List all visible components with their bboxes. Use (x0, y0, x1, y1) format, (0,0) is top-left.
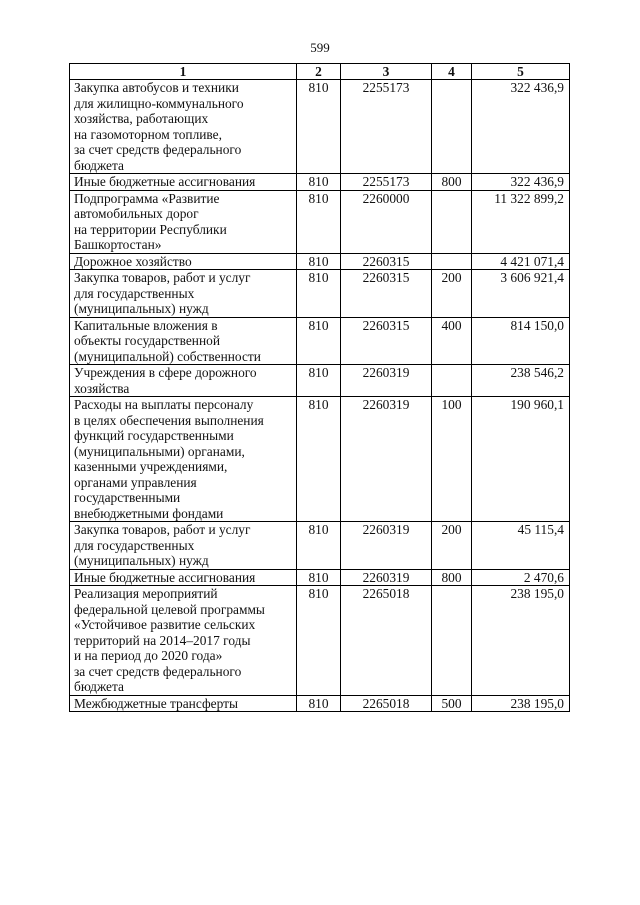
target-article-cell: 2265018 (341, 695, 432, 712)
department-code-cell: 810 (297, 695, 341, 712)
target-article-cell: 2260319 (341, 522, 432, 570)
target-article-cell: 2260319 (341, 397, 432, 522)
amount-cell: 45 115,4 (472, 522, 570, 570)
column-header-3: 3 (341, 64, 432, 80)
table-row (70, 365, 570, 397)
department-code-cell: 810 (297, 253, 341, 270)
target-article-cell: 2260315 (341, 317, 432, 365)
amount-cell: 322 436,9 (472, 80, 570, 174)
expense-name-cell: Учреждения в сфере дорожного хозяйства (70, 365, 297, 397)
expense-name-cell: Расходы на выплаты персоналу в целях обеспечения выполнения функций государственными (муниципальными) органами, казенными учреждениями, органами управления государственными внебюджетными фондами (70, 397, 297, 522)
expense-name-cell: Закупка товаров, работ и услуг для государственных (муниципальных) нужд (70, 270, 297, 318)
department-code-cell: 810 (297, 80, 341, 174)
amount-cell: 190 960,1 (472, 397, 570, 522)
expense-name-cell: Реализация мероприятий федеральной целевой программы «Устойчивое развитие сельских территорий на 2014–2017 годы и на период до 2020 года» за счет средств федерального бюджета (70, 586, 297, 696)
expense-type-cell: 800 (432, 569, 472, 586)
expense-type-cell: 200 (432, 270, 472, 318)
table-row (70, 317, 570, 365)
expense-name-cell: Межбюджетные трансферты (70, 695, 297, 712)
expense-name-cell: Иные бюджетные ассигнования (70, 569, 297, 586)
table-row (70, 569, 570, 586)
amount-cell: 11 322 899,2 (472, 190, 570, 253)
expense-type-cell (432, 253, 472, 270)
column-header-2: 2 (297, 64, 341, 80)
amount-cell: 238 195,0 (472, 586, 570, 696)
table-row (70, 397, 570, 522)
expense-type-cell: 200 (432, 522, 472, 570)
expense-name-cell: Иные бюджетные ассигнования (70, 174, 297, 191)
department-code-cell: 810 (297, 397, 341, 522)
department-code-cell: 810 (297, 317, 341, 365)
expense-name-cell: Закупка автобусов и техники для жилищно-коммунального хозяйства, работающих на газомоторном топливе, за счет средств федерального бюджета (70, 80, 297, 174)
amount-cell: 814 150,0 (472, 317, 570, 365)
target-article-cell: 2265018 (341, 586, 432, 696)
amount-cell: 2 470,6 (472, 569, 570, 586)
target-article-cell: 2260315 (341, 253, 432, 270)
table-body (70, 80, 570, 712)
department-code-cell: 810 (297, 569, 341, 586)
department-code-cell: 810 (297, 270, 341, 318)
expense-type-cell: 800 (432, 174, 472, 191)
expense-name-cell: Закупка товаров, работ и услуг для государственных (муниципальных) нужд (70, 522, 297, 570)
amount-cell: 238 195,0 (472, 695, 570, 712)
amount-cell: 3 606 921,4 (472, 270, 570, 318)
amount-cell: 238 546,2 (472, 365, 570, 397)
department-code-cell: 810 (297, 522, 341, 570)
table-header-row (70, 64, 570, 80)
column-header-4: 4 (432, 64, 472, 80)
expense-name-cell: Дорожное хозяйство (70, 253, 297, 270)
expense-type-cell (432, 190, 472, 253)
table-row (70, 586, 570, 696)
expense-type-cell (432, 365, 472, 397)
department-code-cell: 810 (297, 586, 341, 696)
department-code-cell: 810 (297, 365, 341, 397)
target-article-cell: 2255173 (341, 80, 432, 174)
table-row (70, 80, 570, 174)
department-code-cell: 810 (297, 190, 341, 253)
expense-type-cell (432, 586, 472, 696)
target-article-cell: 2260000 (341, 190, 432, 253)
table-row (70, 270, 570, 318)
target-article-cell: 2260315 (341, 270, 432, 318)
table-row (70, 190, 570, 253)
table-row (70, 174, 570, 191)
column-header-5: 5 (472, 64, 570, 80)
expense-type-cell: 500 (432, 695, 472, 712)
target-article-cell: 2260319 (341, 365, 432, 397)
target-article-cell: 2260319 (341, 569, 432, 586)
column-header-1: 1 (70, 64, 297, 80)
table-row (70, 253, 570, 270)
expense-type-cell (432, 80, 472, 174)
table-row (70, 695, 570, 712)
budget-table (69, 63, 570, 712)
expense-type-cell: 400 (432, 317, 472, 365)
expense-name-cell: Капитальные вложения в объекты государственной (муниципальной) собственности (70, 317, 297, 365)
expense-type-cell: 100 (432, 397, 472, 522)
page-number: 599 (310, 40, 330, 55)
table-row (70, 522, 570, 570)
department-code-cell: 810 (297, 174, 341, 191)
amount-cell: 4 421 071,4 (472, 253, 570, 270)
target-article-cell: 2255173 (341, 174, 432, 191)
amount-cell: 322 436,9 (472, 174, 570, 191)
expense-name-cell: Подпрограмма «Развитие автомобильных дорог на территории Республики Башкортостан» (70, 190, 297, 253)
